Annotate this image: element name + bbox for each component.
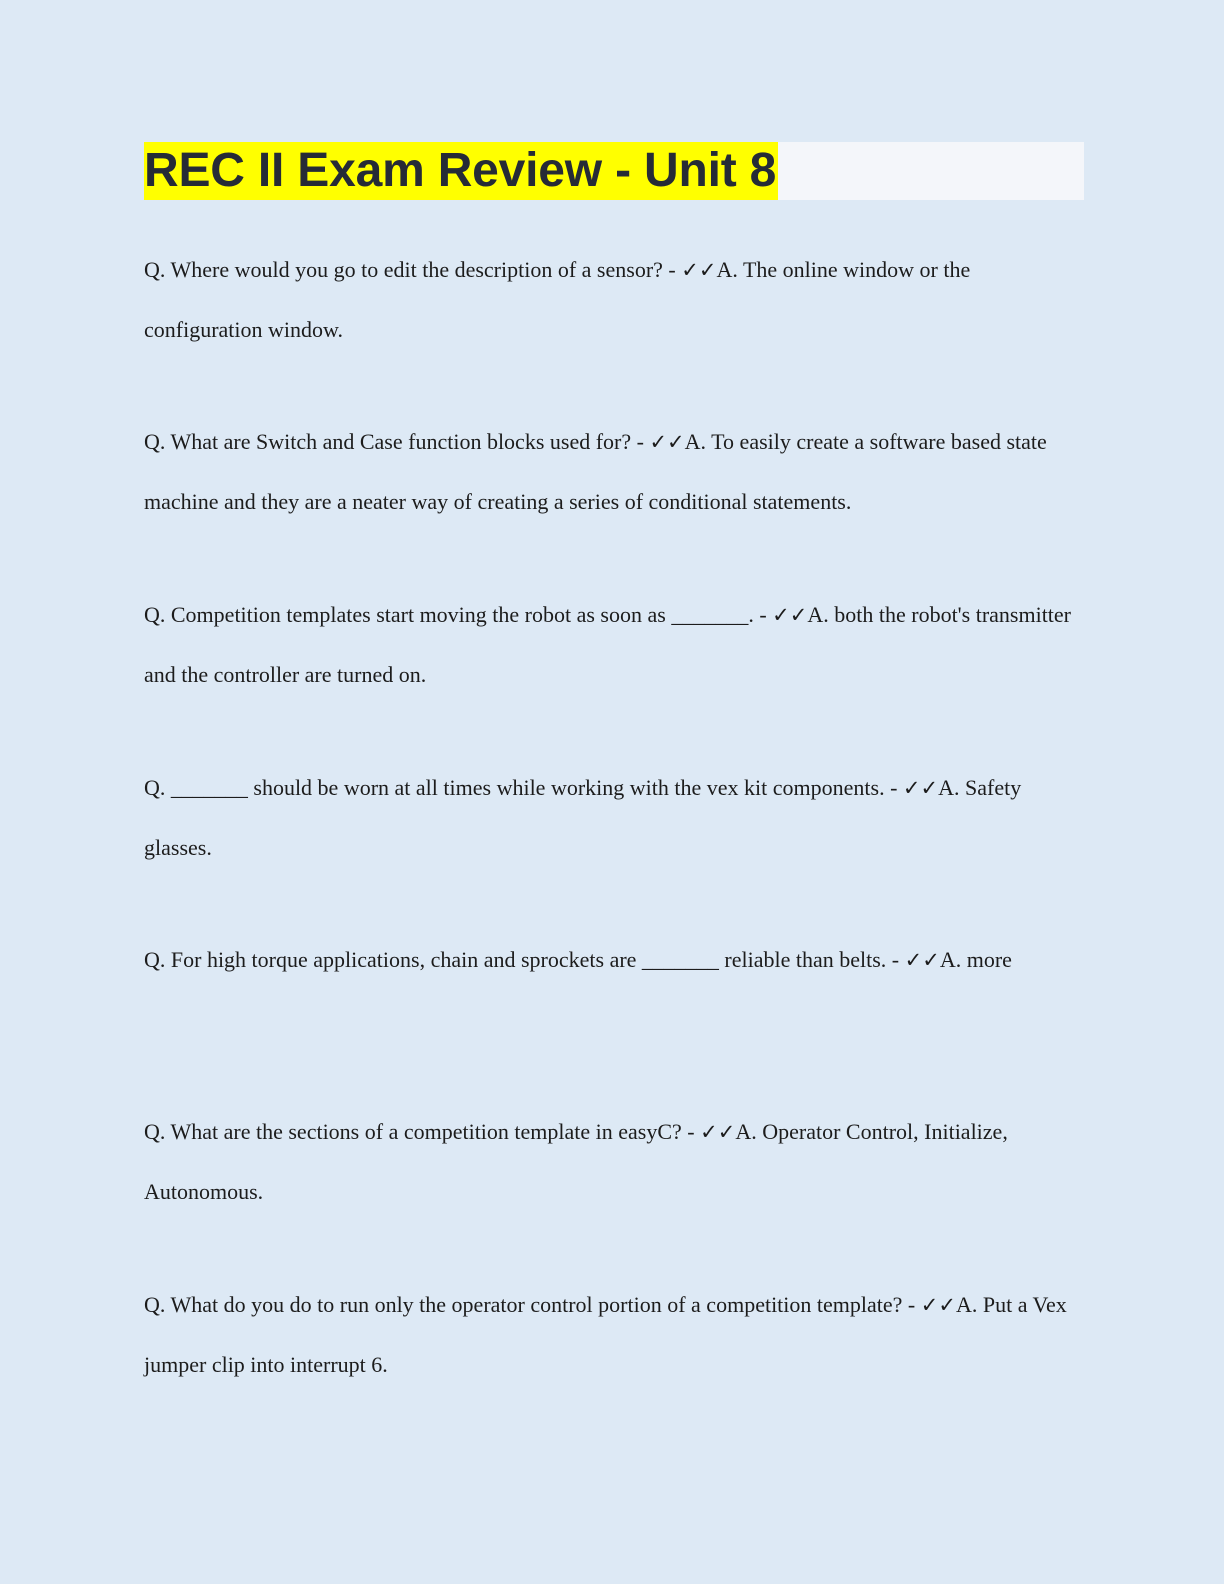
- qa-item-1: [144, 240, 1084, 359]
- question-text: Q. For high torque applications, chain and sprockets are _______ reliable than belts. -: [144, 947, 905, 972]
- check-mark-icon: ✓✓: [904, 948, 940, 972]
- answer-text: A. Operator Control, Initialize, Autonomous.: [144, 1119, 1008, 1204]
- qa-item-6: [144, 1102, 1084, 1221]
- question-text: Q. What are the sections of a competition template in easyC? -: [144, 1119, 701, 1144]
- answer-text: A. To easily create a software based state machine and they are a neater way of creating a series of conditional statements.: [144, 429, 1047, 514]
- qa-item-5: [144, 930, 1084, 990]
- check-mark-icon: ✓✓: [772, 603, 808, 627]
- answer-text: A. Put a Vex jumper clip into interrupt 6.: [144, 1292, 1067, 1377]
- answer-text: A. The online window or the configuration window.: [144, 257, 971, 342]
- question-text: Q. Competition templates start moving the robot as soon as _______. -: [144, 602, 773, 627]
- check-mark-icon: ✓✓: [700, 1120, 736, 1144]
- check-mark-icon: ✓✓: [649, 430, 685, 454]
- check-mark-icon: ✓✓: [681, 258, 717, 282]
- qa-item-4: [144, 758, 1084, 877]
- qa-item-2: [144, 412, 1084, 531]
- question-text: Q. What are Switch and Case function blocks used for? -: [144, 429, 650, 454]
- question-text: Q. _______ should be worn at all times while working with the vex kit components. -: [144, 775, 903, 800]
- answer-text: A. more: [939, 947, 1012, 972]
- check-mark-icon: ✓✓: [920, 1293, 956, 1317]
- check-mark-icon: ✓✓: [902, 776, 939, 800]
- answer-text: A. both the robot's transmitter and the controller are turned on.: [144, 602, 1072, 687]
- qa-item-3: [144, 585, 1084, 704]
- answer-text: A. Safety glasses.: [144, 775, 1022, 860]
- page-title: REC II Exam Review - Unit 8: [144, 142, 778, 200]
- title-bar: [144, 142, 1084, 200]
- qa-item-7: [144, 1275, 1084, 1394]
- question-text: Q. What do you do to run only the operator control portion of a competition template? -: [144, 1292, 921, 1317]
- question-text: Q. Where would you go to edit the description of a sensor? -: [144, 257, 682, 282]
